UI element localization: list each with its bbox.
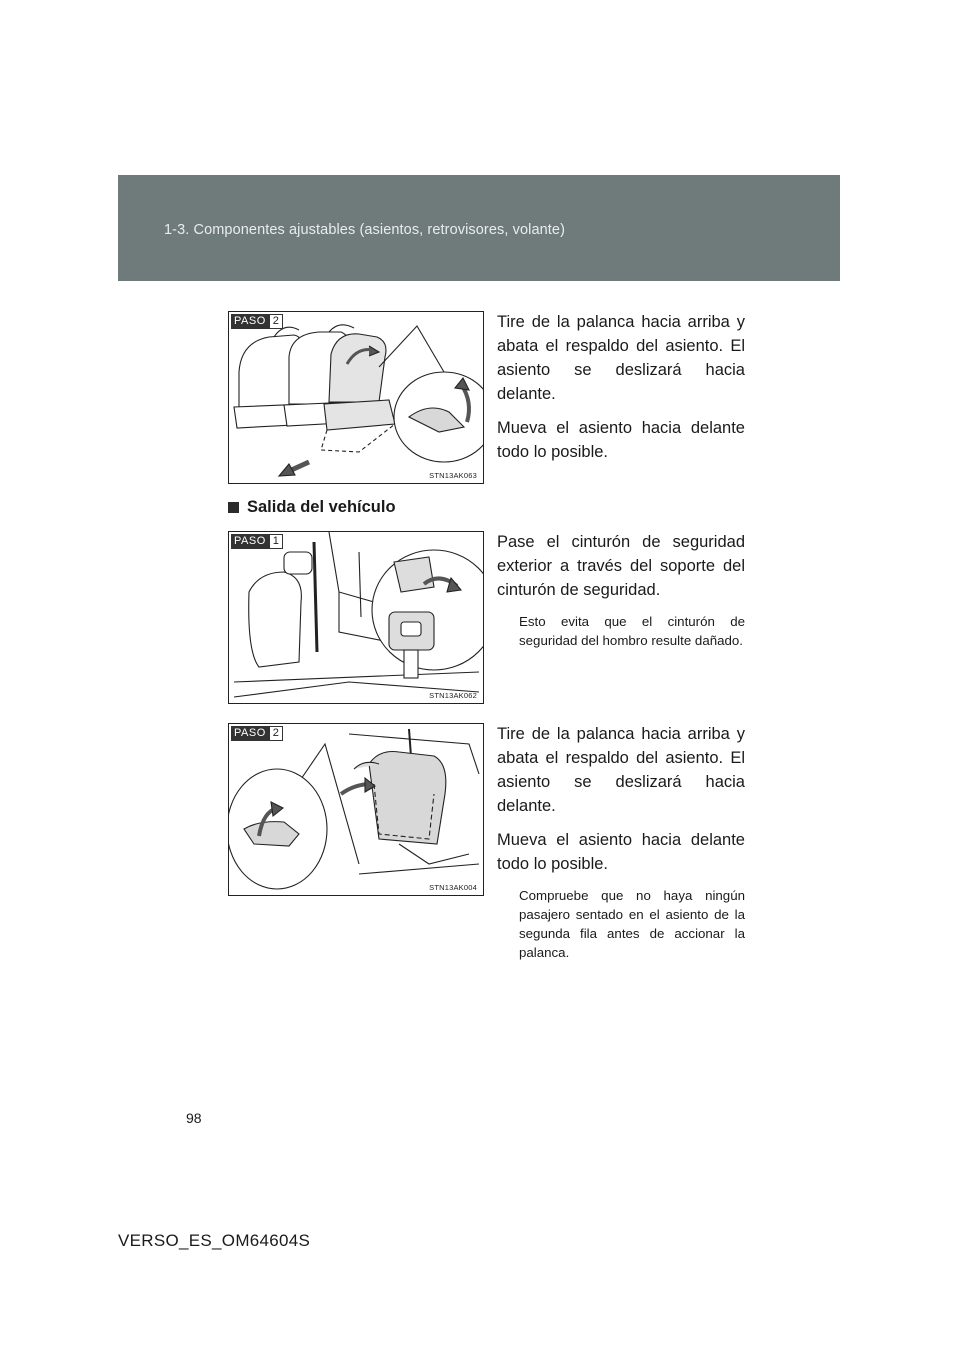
step-1-text	[497, 310, 745, 474]
step-3-paragraph-1: Tire de la palanca hacia arriba y abata el respaldo del asiento. El asiento se deslizará hacia delante.	[497, 725, 745, 815]
figure-seat-fold	[228, 311, 484, 484]
figure-code: STN13AK063	[429, 471, 477, 480]
step-tag	[231, 314, 283, 329]
step-3-note: Compruebe que no haya ningún pasajero sentado en el asiento de la segunda fila antes de accionar la palanca.	[519, 888, 745, 960]
figure-code: STN13AK004	[429, 883, 477, 892]
step-tag	[231, 726, 283, 741]
step-tag	[231, 534, 283, 549]
step-tag-number: 1	[269, 534, 283, 549]
page-number: 98	[186, 1110, 202, 1126]
step-1-paragraph-1: Tire de la palanca hacia arriba y abata el respaldo del asiento. El asiento se deslizará hacia delante.	[497, 313, 745, 403]
figure-code: STN13AK062	[429, 691, 477, 700]
step-1-paragraph-2: Mueva el asiento hacia delante todo lo posible.	[497, 419, 745, 461]
figure-seat-lever	[228, 723, 484, 896]
step-tag-word: PASO	[231, 314, 269, 329]
seatbelt-holder-illustration-icon	[229, 532, 484, 704]
header-band	[118, 175, 840, 281]
step-3-paragraph-2: Mueva el asiento hacia delante todo lo posible.	[497, 831, 745, 873]
seat-lever-illustration-icon	[229, 724, 484, 896]
seat-fold-illustration-icon	[229, 312, 484, 484]
document-code: VERSO_ES_OM64604S	[118, 1231, 311, 1250]
step-tag-number: 2	[269, 314, 283, 329]
step-2-paragraph-1: Pase el cinturón de seguridad exterior a través del soporte del cinturón de seguridad.	[497, 533, 745, 599]
square-bullet-icon	[228, 502, 239, 513]
figure-seatbelt	[228, 531, 484, 704]
step-3-text	[497, 722, 745, 962]
subheading-text: Salida del vehículo	[247, 498, 396, 516]
step-2-note: Esto evita que el cinturón de seguridad del hombro resulte dañado.	[519, 614, 745, 648]
step-tag-word: PASO	[231, 534, 269, 549]
section-title: 1-3. Componentes ajustables (asientos, retrovisores, volante)	[164, 222, 566, 238]
step-tag-number: 2	[269, 726, 283, 741]
step-2-text	[497, 530, 745, 650]
step-tag-word: PASO	[231, 726, 269, 741]
subheading	[228, 498, 396, 517]
